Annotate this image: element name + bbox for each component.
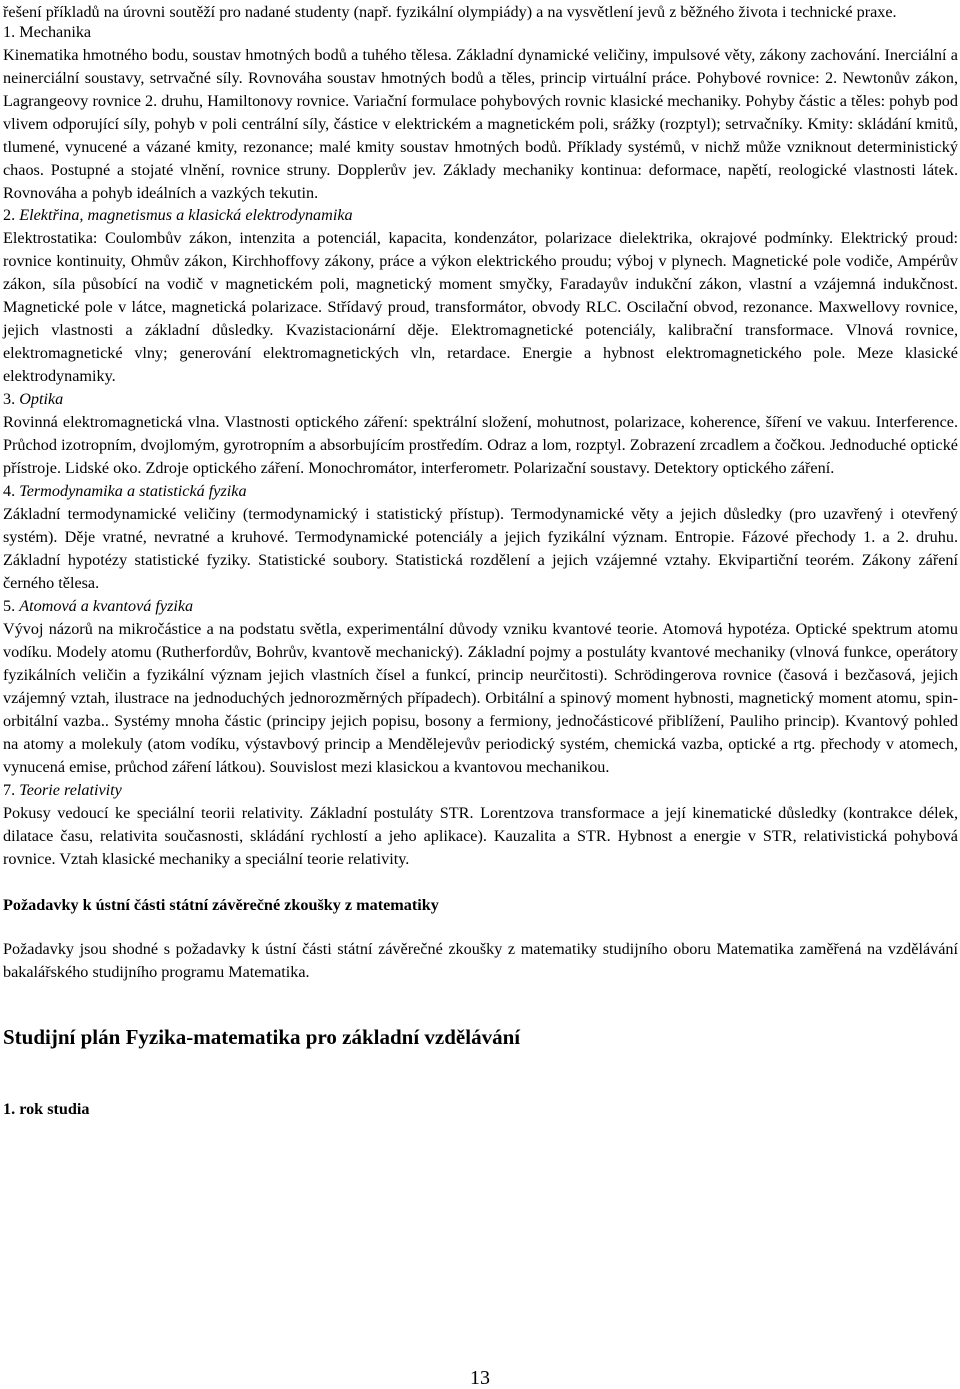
oral-exam-heading: Požadavky k ústní části státní závěrečné zkoušky z matematiky (3, 896, 439, 914)
section-title: Teorie relativity (19, 781, 122, 799)
section-title: Termodynamika a statistická fyzika (19, 482, 247, 500)
section-heading-mechanika (3, 21, 958, 44)
section-text-mechanika: Kinematika hmotného bodu, soustav hmotných bodů a tuhého tělesa. Základní dynamické veličiny, impulsové věty, zákony zachování. Inerciální a neinerciální soustavy, setrvačné síly. Rovnováha soustav hmotných bodů a těles, princip virtuální práce. Pohybové rovnice: 2. Newtonův zákon, Lagrangeovy rovnice 2. druhu, Hamiltonovy rovnice. Variační formulace pohybových rovnic klasické mechaniky. Pohyby částic a těles: pohyb pod vlivem odporující síly, pohyb v poli centrální síly, částice v elektrickém a magnetickém poli, srážky (rozptyl); setrvačníky. Kmity: skládání kmitů, tlumené, vynucené a vázané kmity, rezonance; malé kmity soustav hmotných bodů. Příklady systémů, v nichž může vzniknout deterministický chaos. Postupné a stojaté vlnění, rovnice struny. Dopplerův jev. Základy mechaniky kontinua: deformace, napětí, reologické vlastnosti látek. Rovnováha a pohyb ideálních a vazkých tekutin. (3, 46, 958, 202)
section-number: 3. (3, 390, 16, 408)
intro-paragraph: řešení příkladů na úrovni soutěží pro nadané studenty (např. fyzikální olympiády) a na vysvětlení jevů z běžného života i technické praxe. (3, 3, 897, 21)
section-title: Optika (19, 390, 64, 408)
section-text-relativita: Pokusy vedoucí ke speciální teorii relativity. Základní postuláty STR. Lorentzova transformace a její kinematické důsledky (kontrakce délek, dilatace času, relativita současnosti, skládání rychlostí a jeho aplikace). Kauzalita a STR. Hybnost a energie v STR, relativistická pohybová rovnice. Vztah klasické mechaniky a speciální teorie relativity. (3, 804, 958, 868)
section-heading-termodynamika (3, 480, 958, 503)
oral-exam-text: Požadavky jsou shodné s požadavky k ústní části státní závěrečné zkoušky z matematiky studijního oboru Matematika zaměřená na vzdělávání bakalářského studijního programu Matematika. (3, 940, 958, 981)
section-title: Atomová a kvantová fyzika (19, 597, 194, 615)
study-plan-heading: Studijní plán Fyzika-matematika pro základní vzdělávání (3, 1025, 521, 1049)
section-number: 4. (3, 482, 16, 500)
section-number: 2. (3, 206, 16, 224)
section-number: 1. (3, 23, 16, 41)
section-heading-elektrina (3, 204, 958, 227)
section-heading-optika (3, 388, 958, 411)
study-year-heading: 1. rok studia (3, 1100, 90, 1118)
section-text-elektrina: Elektrostatika: Coulombův zákon, intenzita a potenciál, kapacita, kondenzátor, polarizace dielektrika, okrajové podmínky. Elektrický proud: rovnice kontinuity, Ohmův zákon, Kirchhoffovy zákony, práce a výkon elektrického proudu; výboj v plynech. Magnetické pole vodiče, Ampérův zákon, síla působící na vodič v magnetickém poli, magnetický moment smyčky, Faradayův indukční zákon, vlastní a vzájemná indukčnost. Magnetické pole v látce, magnetická polarizace. Střídavý proud, transformátor, obvody RLC. Oscilační obvod, rezonance. Maxwellovy rovnice, jejich vlastnosti a základní důsledky. Kvazistacionární děje. Elektromagnetické potenciály, kalibrační transformace. Vlnová rovnice, elektromagnetické vlny; generování elektromagnetických vln, retardace. Energie a hybnost elektromagnetického pole. Meze klasické elektrodynamiky. (3, 229, 958, 385)
section-heading-relativita (3, 779, 958, 802)
section-text-termodynamika: Základní termodynamické veličiny (termodynamický i statistický přístup). Termodynamické věty a jejich důsledky (pro uzavřený i otevřený systém). Děje vratné, nevratné a kruhové. Termodynamické potenciály a jejich fyzikální význam. Entropie. Fázové přechody 1. a 2. druhu. Základní hypotézy statistické fyziky. Statistické soubory. Statistická rozdělení a jejich vzájemné vztahy. Ekvipartiční teorém. Zákony záření černého tělesa. (3, 505, 958, 592)
section-title: Elektřina, magnetismus a klasická elektrodynamika (19, 206, 353, 224)
section-number: 7. (3, 781, 16, 799)
section-heading-atomova (3, 595, 958, 618)
section-number: 5. (3, 597, 16, 615)
section-text-optika: Rovinná elektromagnetická vlna. Vlastnosti optického záření: spektrální složení, mohutnost, polarizace, koherence, šíření ve vakuu. Interference. Průchod izotropním, dvojlomým, gyrotropním a absorbujícím prostředím. Odraz a lom, rozptyl. Zobrazení zrcadlem a čočkou. Jednoduché optické přístroje. Lidské oko. Zdroje optického záření. Monochromátor, interferometr. Polarizační soustavy. Detektory optického záření. (3, 413, 958, 477)
document-page (3, 1, 958, 1121)
section-title: Mechanika (19, 23, 92, 41)
page-number: 13 (470, 1367, 490, 1389)
section-text-atomova: Vývoj názorů na mikročástice a na podstatu světla, experimentální důvody vzniku kvantové teorie. Atomová hypotéza. Optické spektrum atomu vodíku. Modely atomu (Rutherfordův, Bohrův, kvantově mechanický). Základní pojmy a postuláty kvantové mechaniky (vlnová funkce, operátory fyzikálních veličin a fyzikální význam jejich vlastních čísel a funkcí, princip neurčitosti). Schrödingerova rovnice (časová i bezčasová, jejich vzájemný vztah, ilustrace na jednoduchých jednorozměrných případech). Orbitální a spinový moment hybnosti, magnetický moment atomu, spin-orbitální vazba.. Systémy mnoha částic (principy jejich popisu, bosony a fermiony, jednočásticové přiblížení, Pauliho princip). Kvantový pohled na atomy a molekuly (atom vodíku, výstavbový princip a Mendělejevův periodický systém, chemická vazba, optické a rtg. přechody v atomech, vynucená emise, průchod záření látkou). Souvislost mezi klasickou a kvantovou mechanikou. (3, 620, 958, 776)
